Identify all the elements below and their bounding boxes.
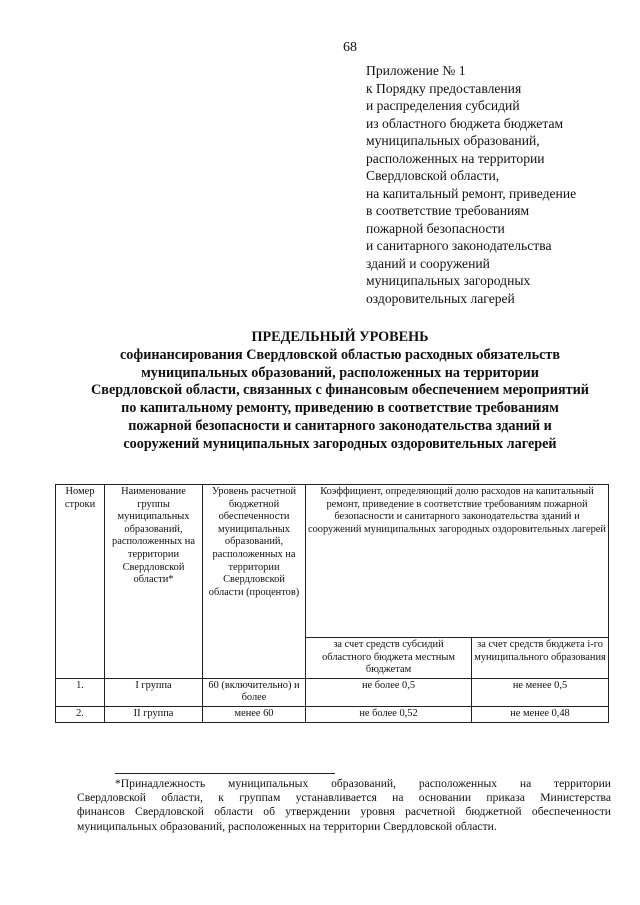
cell-row-number: 1.: [56, 678, 105, 706]
cell-local: не менее 0,5: [472, 678, 609, 706]
page-number: 68: [343, 40, 357, 55]
appendix-line: муниципальных образований,: [366, 133, 540, 148]
appendix-line: Свердловской области,: [366, 168, 500, 183]
title-line: ПРЕДЕЛЬНЫЙ УРОВЕНЬ: [251, 329, 429, 345]
appendix-line: на капитальный ремонт, приведение: [366, 185, 577, 201]
title-line: Свердловской области, связанных с финансовым обеспечением мероприятий: [91, 382, 589, 399]
cell-group: II группа: [105, 706, 203, 722]
header-group-name: Наименование группы муниципальных образований, расположенных на территории Свердловской области*: [105, 485, 203, 679]
title-line: сооружений муниципальных загородных оздоровительных лагерей: [123, 435, 557, 452]
title-line: пожарной безопасности и санитарного законодательства зданий и: [128, 417, 552, 434]
appendix-line: и распределения субсидий: [366, 98, 520, 113]
cell-group: I группа: [105, 678, 203, 706]
appendix-line: из областного бюджета бюджетам: [366, 115, 564, 131]
appendix-line: зданий и сооружений: [366, 255, 490, 271]
table-header-row: [56, 485, 609, 638]
footnote-line: Свердловской области, к группам устанавливается на основании приказа Министерства: [77, 791, 611, 805]
cell-local: не менее 0,48: [472, 706, 609, 722]
cell-regional: не более 0,52: [306, 706, 472, 722]
cell-regional: не более 0,5: [306, 678, 472, 706]
title-line: по капитальному ремонту, приведению в соответствие требованиям: [121, 400, 559, 417]
header-coefficient: Коэффициент, определяющий долю расходов на капитальный ремонт, приведение в соответствие требованиям пожарной безопасности и санитарного законодательства зданий и сооружений муниципальных загородных оздоровительных лагерей: [306, 485, 609, 638]
appendix-line: к Порядку предоставления: [366, 80, 522, 96]
appendix-line: пожарной безопасности: [366, 220, 505, 236]
appendix-line: в соответствие требованиям: [366, 203, 530, 218]
footnote-line: муниципальных образований, расположенных на территории Свердловской области.: [77, 819, 497, 833]
header-budget-level: Уровень расчетной бюджетной обеспеченности муниципальных образований, расположенных на территории Свердловской области (процентов): [203, 485, 306, 679]
appendix-line: муниципальных загородных: [366, 273, 531, 288]
document-title: [60, 329, 620, 454]
footnote: [77, 777, 611, 834]
header-row-number: Номер строки: [56, 485, 105, 679]
footnote-line: *Принадлежность муниципальных образований, расположенных на территории: [115, 777, 611, 790]
title-line: софинансирования Свердловской областью расходных обязательств: [119, 346, 560, 363]
footnote-line: финансов Свердловской области об утверждении уровня расчетной бюджетной обеспеченности: [77, 805, 611, 819]
appendix-line: и санитарного законодательства: [366, 238, 552, 253]
footnote-separator: [115, 773, 335, 774]
table-row: [56, 706, 609, 722]
subheader-regional-subsidy: за счет средств субсидий областного бюджета местным бюджетам: [306, 638, 472, 679]
cell-level: 60 (включительно) и более: [203, 678, 306, 706]
subheader-local-budget: за счет средств бюджета i-го муниципального образования: [472, 638, 609, 679]
appendix-line: расположенных на территории: [366, 150, 545, 166]
appendix-line: оздоровительных лагерей: [366, 290, 515, 306]
appendix-line: Приложение № 1: [366, 63, 466, 78]
cell-row-number: 2.: [56, 706, 105, 722]
table-row: [56, 678, 609, 706]
title-line: муниципальных образований, расположенных на территории: [141, 364, 539, 381]
cofinancing-table: [55, 484, 609, 723]
cell-level: менее 60: [203, 706, 306, 722]
appendix-header: [366, 62, 626, 307]
